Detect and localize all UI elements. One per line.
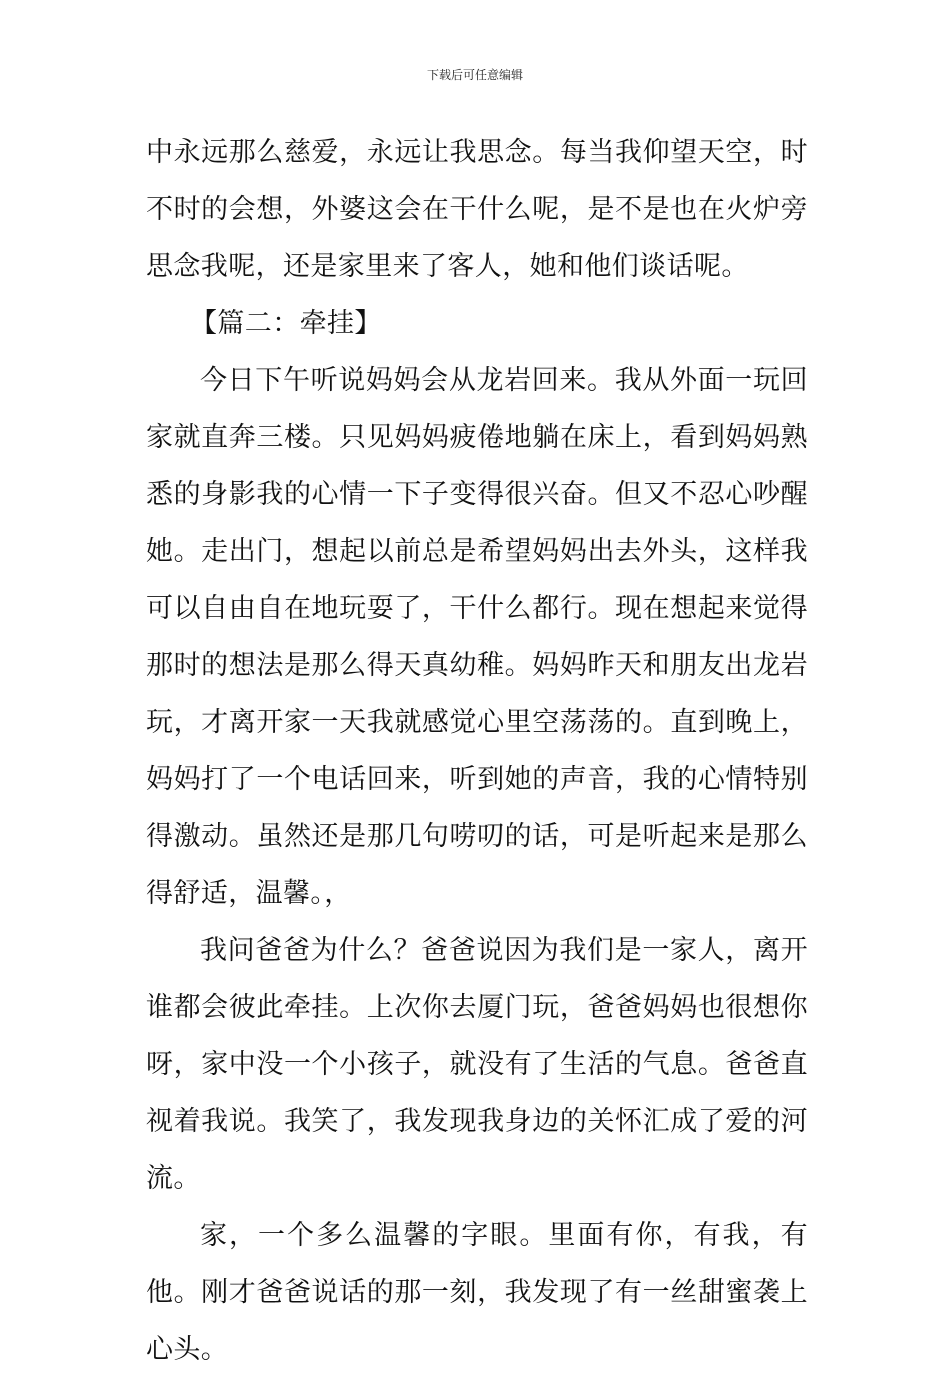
continuation-paragraph: 中永远那么慈爱，永远让我思念。每当我仰望天空，时不时的会想，外婆这会在干什么呢，是不是也在火炉旁思念我呢，还是家里来了客人，她和他们谈话呢。 xyxy=(146,137,808,282)
body-paragraph-1: 今日下午听说妈妈会从龙岩回来。我从外面一玩回家就直奔三楼。只见妈妈疲倦地躺在床上，看到妈妈熟悉的身影我的心情一下子变得很兴奋。但又不忍心吵醒她。走出门，想起以前总是希望妈妈出去外头，这样我可以自由自在地玩耍了，干什么都行。现在想起来觉得那时的想法是那么得天真幼稚。妈妈昨天和朋友出龙岩玩，才离开家一天我就感觉心里空荡荡的。直到晚上，妈妈打了一个电话回来，听到她的声音，我的心情特别得激动。虽然还是那几句唠叨的话，可是听起来是那么得舒适，温馨。， xyxy=(146,365,808,909)
body-paragraph-2: 我问爸爸为什么？爸爸说因为我们是一家人，离开谁都会彼此牵挂。上次你去厦门玩，爸爸妈妈也很想你呀，家中没一个小孩子，就没有了生活的气息。爸爸直视着我说。我笑了，我发现我身边的关怀汇成了爱的河流。 xyxy=(146,935,808,1194)
document-body xyxy=(146,124,808,1378)
body-paragraph-3: 家，一个多么温馨的字眼。里面有你，有我，有他。刚才爸爸说话的那一刻，我发现了有一丝甜蜜袭上心头。 xyxy=(146,1220,808,1365)
page-header: 下载后可任意编辑 xyxy=(426,68,523,82)
section-heading: 【篇二：牵挂】 xyxy=(190,308,382,339)
